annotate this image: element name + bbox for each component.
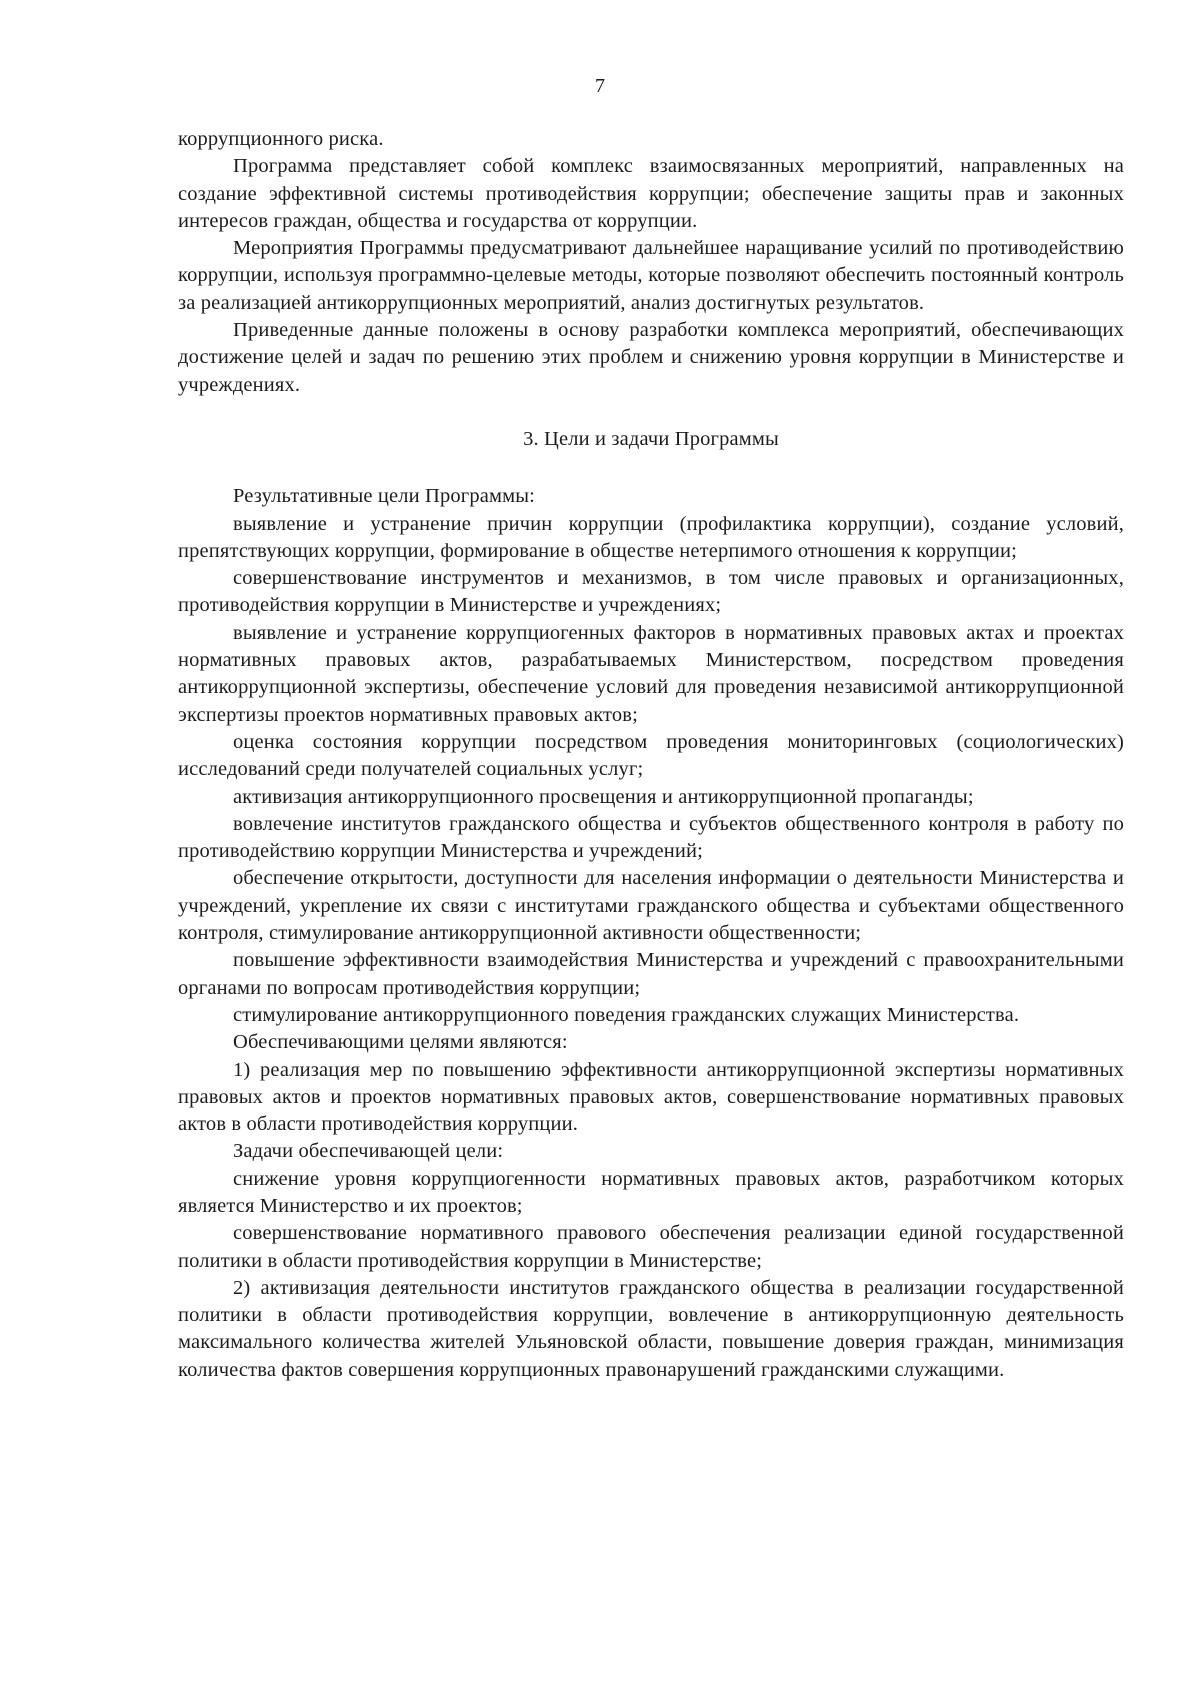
- paragraph: обеспечение открытости, доступности для населения информации о деятельности Министерства и учреждений, укрепление их связи с институтами гражданского общества и субъектами общественного контроля, стимулирование антикоррупционной активности общественности;: [178, 867, 1124, 945]
- paragraph: совершенствование инструментов и механизмов, в том числе правовых и организационных, противодействия коррупции в Министерстве и учреждениях;: [178, 567, 1124, 617]
- page-number: 7: [595, 75, 605, 97]
- document-body: [178, 126, 1124, 1384]
- paragraph: Результативные цели Программы:: [233, 485, 536, 508]
- paragraph: 1) реализация мер по повышению эффективности антикоррупционной экспертизы нормативных правовых актов и проектов нормативных правовых актов, совершенствование нормативных правовых актов в области противодействия коррупции.: [178, 1058, 1124, 1136]
- paragraph: Мероприятия Программы предусматривают дальнейшее наращивание усилий по противодействию коррупции, используя программно-целевые методы, которые позволяют обеспечить постоянный контроль за реализацией антикоррупционных мероприятий, анализ достигнутых результатов.: [178, 237, 1124, 314]
- paragraph: активизация антикоррупционного просвещения и антикоррупционной пропаганды;: [233, 785, 974, 808]
- paragraph: выявление и устранение причин коррупции (профилактика коррупции), создание условий, препятствующих коррупции, формирование в обществе нетерпимого отношения к коррупции;: [178, 512, 1124, 562]
- paragraph: совершенствование нормативного правового обеспечения реализации единой государственной политики в области противодействия коррупции в Министерстве;: [178, 1222, 1124, 1272]
- paragraph: оценка состояния коррупции посредством проведения мониторинговых (социологических) исследований среди получателей социальных услуг;: [178, 730, 1124, 781]
- paragraph: 2) активизация деятельности институтов гражданского общества в реализации государственной политики в области противодействия коррупции, вовлечение в антикоррупционную деятельность максимального количества жителей Ульяновской области, повышение доверия граждан, минимизация количества фактов совершения коррупционных правонарушений гражданскими служащими.: [178, 1276, 1124, 1381]
- paragraph: стимулирование антикоррупционного поведения гражданских служащих Министерства.: [233, 1003, 1020, 1026]
- paragraph: Программа представляет собой комплекс взаимосвязанных мероприятий, направленных на создание эффективной системы противодействия коррупции; обеспечение защиты прав и законных интересов граждан, общества и государства от коррупции.: [178, 155, 1124, 232]
- paragraph: повышение эффективности взаимодействия Министерства и учреждений с правоохранительными органами по вопросам противодействия коррупции;: [178, 949, 1124, 999]
- section-title: 3. Цели и задачи Программы: [523, 427, 779, 450]
- paragraph: выявление и устранение коррупциогенных факторов в нормативных правовых актах и проектах нормативных правовых актов, разрабатываемых Министерством, посредством проведения антикоррупционной экспертизы, обеспечение условий для проведения независимой антикоррупционной экспертизы проектов нормативных правовых актов;: [178, 621, 1124, 726]
- paragraph: Приведенные данные положены в основу разработки комплекса мероприятий, обеспечивающих достижение целей и задач по решению этих проблем и снижению уровня коррупции в Министерстве и учреждениях.: [178, 319, 1124, 396]
- paragraph: Обеспечивающими целями являются:: [233, 1031, 568, 1054]
- paragraph: снижение уровня коррупциогенности нормативных правовых актов, разработчиком которых является Министерство и их проектов;: [178, 1167, 1124, 1217]
- paragraph: коррупционного риска.: [178, 128, 384, 150]
- paragraph: вовлечение институтов гражданского общества и субъектов общественного контроля в работу по противодействию коррупции Министерства и учреждений;: [178, 812, 1124, 863]
- paragraph: Задачи обеспечивающей цели:: [233, 1140, 504, 1163]
